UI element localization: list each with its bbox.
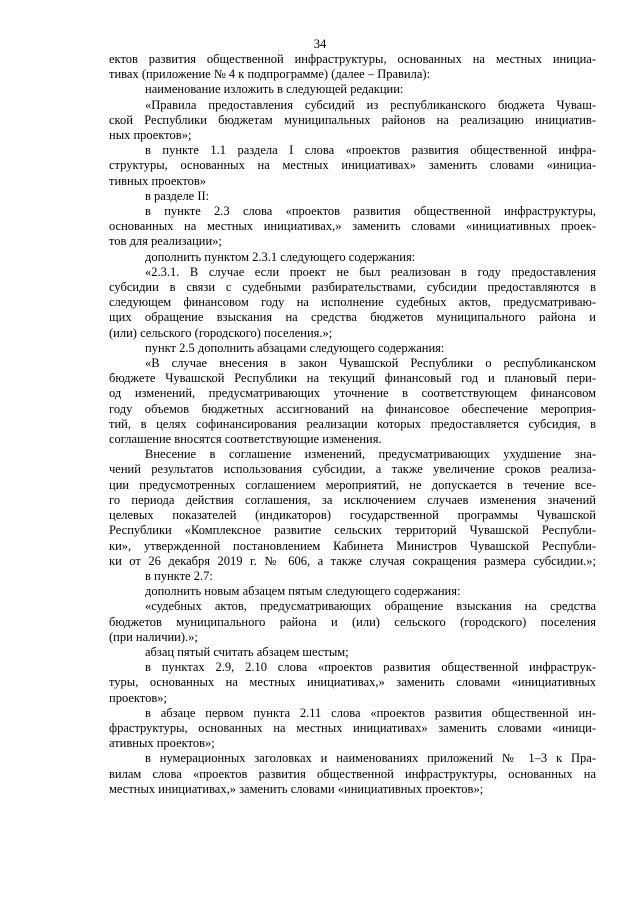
text-line: Республики «Комплексное развитие сельских территорий Чувашской Республи- [109, 523, 596, 538]
text-line: го периода действия соглашения, за исключением случаев изменения значений [109, 492, 596, 507]
text-line: целевых показателей (индикаторов) государственной программы Чувашской [109, 508, 596, 523]
text-line: в нумерационных заголовках и наименованиях приложений № 1–3 к Пра- [145, 751, 596, 766]
text-line: чений результатов использования субсидии, а также увеличение сроков реализа- [109, 462, 596, 477]
text-line: пункт 2.5 дополнить абзацами следующего содержания: [145, 340, 445, 355]
text-line: тивах (приложение № 4 к подпрограмме) (далее – Правила): [109, 67, 431, 82]
text-line: «2.3.1. В случае если проект не был реализован в году предоставления [145, 264, 596, 279]
text-line: дополнить пунктом 2.3.1 следующего содержания: [145, 249, 416, 264]
text-line: ции предусмотренных соглашением мероприятий, не допускается в течение все- [109, 477, 596, 492]
text-line: вилам слова «проектов развития общественной инфраструктуры, основанных на [109, 766, 596, 781]
text-line: субсидии в связи с судебными разбирательствами, субсидии предоставляются в [109, 280, 596, 295]
text-line: ативных проектов»; [109, 736, 215, 751]
text-line: в пункте 1.1 раздела I слова «проектов развития общественной инфра- [145, 143, 596, 158]
text-line: туры, основанных на местных инициативах,» заменить словами «инициативных [109, 675, 596, 690]
text-line: ки», утвержденной постановлением Кабинета Министров Чувашской Республи- [109, 538, 596, 553]
text-line: году объемов бюджетных ассигнований на финансовое обеспечение мероприя- [109, 401, 596, 416]
document-body [109, 52, 596, 797]
text-line: дополнить новым абзацем пятым следующего содержания: [145, 584, 461, 599]
text-line: фраструктуры, основанных на местных инициативах» заменить словами «иници- [109, 720, 596, 735]
text-line: ки от 26 декабря 2019 г. № 606, а также случая сокращения размера субсидии.»; [109, 553, 596, 568]
text-line: местных инициативах,» заменить словами «инициативных проектов»; [109, 781, 484, 796]
text-line: Внесение в соглашение изменений, предусматривающих ухудшение зна- [145, 447, 596, 462]
text-line: следующем финансовом году на исполнение судебных актов, предусматриваю- [109, 295, 596, 310]
text-line: основанных на местных инициативах,» заменить словами «инициативных проек- [109, 219, 596, 234]
text-line: (при наличии).»; [109, 629, 198, 644]
text-line: в пунктах 2.9, 2.10 слова «проектов развития общественной инфраструк- [145, 660, 596, 675]
text-line: структуры, основанных на местных инициативах» заменить словами «инициа- [109, 158, 596, 173]
text-line: од изменений, предусматривающих уточнение в соответствующем финансовом [109, 386, 596, 401]
text-line: «Правила предоставления субсидий из республиканского бюджета Чуваш- [145, 97, 596, 112]
text-line: тий, в целях софинансирования реализации которых предоставляется субсидия, в [109, 416, 596, 431]
text-line: в пункте 2.7: [145, 568, 213, 583]
text-line: ектов развития общественной инфраструктуры, основанных на местных инициа- [109, 52, 596, 66]
text-line: «судебных актов, предусматривающих обращение взыскания на средства [145, 599, 596, 614]
text-line: наименование изложить в следующей редакции: [145, 82, 404, 97]
text-line: щих обращение взыскания на средства бюджетов муниципального района и [109, 310, 596, 325]
text-line: бюджете Чувашской Республики на текущий финансовый год и плановый пери- [109, 371, 596, 386]
text-line: «В случае внесения в закон Чувашской Республики о республиканском [145, 356, 596, 371]
text-line: (или) сельского (городского) поселения.»; [109, 325, 333, 340]
text-line: проектов»; [109, 690, 167, 705]
text-line: в разделе II: [145, 188, 210, 203]
text-line: ской Республики бюджетам муниципальных районов на реализацию инициатив- [109, 112, 596, 127]
text-line: соглашение вносятся соответствующие изменения. [109, 432, 382, 447]
text-line: ных проектов»; [109, 128, 192, 143]
text-line: абзац пятый считать абзацем шестым; [145, 644, 349, 659]
page-number: 34 [313, 37, 327, 51]
text-line: в абзаце первом пункта 2.11 слова «проектов развития общественной ин- [145, 705, 596, 720]
text-line: тивных проектов» [109, 173, 207, 188]
text-line: в пункте 2.3 слова «проектов развития общественной инфраструктуры, [145, 204, 596, 219]
text-line: бюджетов муниципального района и (или) сельского (городского) поселения [109, 614, 596, 629]
text-line: тов для реализации»; [109, 234, 222, 249]
